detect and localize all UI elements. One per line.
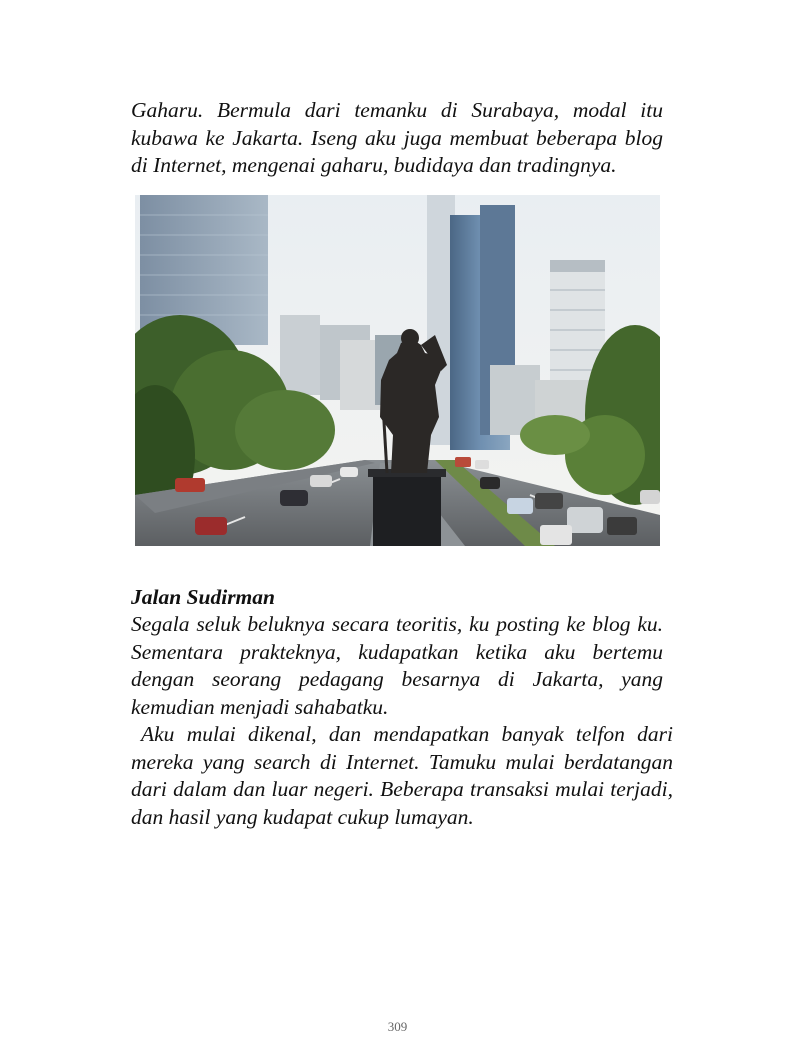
body-paragraph-1: Segala seluk beluknya secara teoritis, ku posting ke blog ku. Sementara prakteknya, kudapatkan ketika aku bertemu dengan seorang pedagang besarnya di Jakarta, yang kemudian menjadi sahabatku. [131,612,663,719]
body-paragraph-2: Aku mulai dikenal, dan mendapatkan banyak telfon dari mereka yang search di Internet. Tamuku mulai berdatangan dari dalam dan luar negeri. Beberapa transaksi mulai terjadi, dan hasil yang kudapat cukup lumayan. [131,722,673,829]
intro-paragraph: Gaharu. Bermula dari temanku di Surabaya, modal itu kubawa ke Jakarta. Iseng aku juga membuat beberapa blog di Internet, mengenai gaharu, budidaya dan tradingnya. [131,98,663,177]
photo-caption: Jalan Sudirman [131,585,275,609]
body-paragraph-2-wrapper [131,721,673,831]
city-street-photo-icon [135,195,660,546]
page-number: 309 [387,1019,408,1034]
jalan-sudirman-photo [135,195,660,546]
